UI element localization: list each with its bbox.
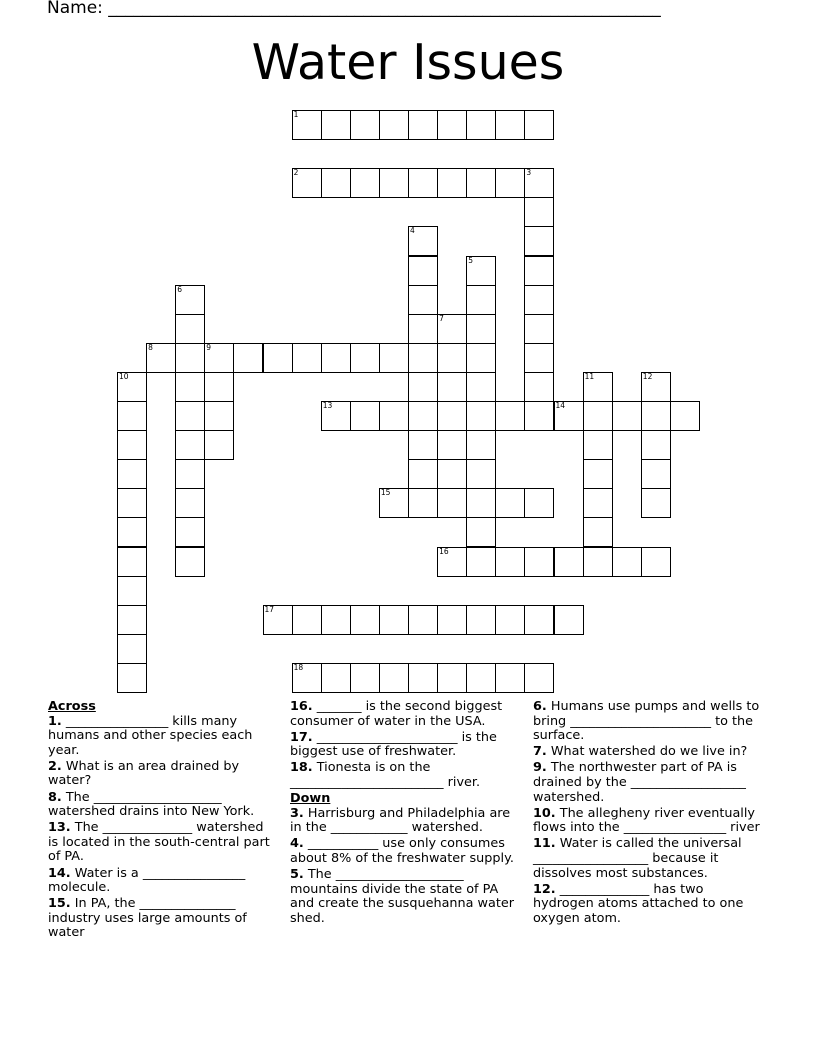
grid-cell[interactable] [670, 401, 700, 431]
clue-number: 12 [642, 371, 653, 381]
grid-cell[interactable] [117, 634, 147, 664]
grid-cell[interactable] [408, 488, 438, 518]
grid-cell[interactable] [583, 401, 613, 431]
grid-cell[interactable] [466, 285, 496, 315]
clue-number: 2 [293, 168, 299, 178]
grid-cell[interactable] [117, 605, 147, 635]
grid-cell[interactable] [321, 110, 351, 140]
clue-item [290, 868, 518, 926]
grid-cell[interactable] [408, 168, 438, 198]
clue-text: ______________________ is the biggest use of freshwater. [290, 729, 497, 760]
grid-cell[interactable] [524, 168, 554, 198]
grid-cell[interactable] [437, 430, 467, 460]
grid-cell[interactable] [495, 168, 525, 198]
grid-cell[interactable] [495, 401, 525, 431]
grid-cell[interactable] [495, 663, 525, 693]
grid-cell[interactable] [612, 547, 642, 577]
clue-number: 18 [293, 662, 304, 672]
clue-number-label: 12. [533, 881, 556, 897]
grid-cell[interactable] [583, 488, 613, 518]
grid-cell[interactable] [466, 168, 496, 198]
grid-cell[interactable] [554, 605, 584, 635]
grid-cell[interactable] [612, 401, 642, 431]
clue-item [48, 760, 276, 789]
grid-cell[interactable] [437, 605, 467, 635]
grid-cell[interactable] [117, 430, 147, 460]
clue-text: What watershed do we live in? [550, 744, 748, 760]
grid-cell[interactable] [524, 488, 554, 518]
grid-cell[interactable] [583, 459, 613, 489]
clue-text: What is an area drained by water? [48, 758, 240, 789]
grid-cell[interactable] [408, 256, 438, 286]
clue-column-3 [533, 700, 765, 928]
grid-cell[interactable] [175, 314, 205, 344]
grid-cell[interactable] [379, 343, 409, 373]
clue-number-label: 18. [290, 760, 313, 776]
grid-cell[interactable] [350, 110, 380, 140]
clue-item [533, 883, 765, 927]
clue-item [48, 715, 276, 759]
clue-item [290, 731, 518, 760]
grid-cell[interactable] [292, 110, 322, 140]
grid-cell[interactable] [379, 401, 409, 431]
grid-cell[interactable] [641, 372, 671, 402]
clue-number-label: 11. [533, 836, 556, 852]
grid-cell[interactable] [379, 168, 409, 198]
clue-number-label: 10. [533, 805, 556, 821]
down-heading: Down [290, 791, 331, 807]
grid-cell[interactable] [292, 605, 322, 635]
grid-cell[interactable] [524, 547, 554, 577]
clue-number-label: 13. [48, 820, 71, 836]
grid-cell[interactable] [379, 663, 409, 693]
grid-cell[interactable] [175, 547, 205, 577]
grid-cell[interactable] [175, 430, 205, 460]
clue-item [290, 837, 518, 866]
clue-number-label: 15. [48, 896, 71, 912]
clue-number: 9 [206, 342, 212, 352]
grid-cell[interactable] [117, 372, 147, 402]
clue-number: 13 [322, 401, 333, 410]
grid-cell[interactable] [117, 576, 147, 606]
grid-cell[interactable] [437, 547, 467, 577]
clue-number-label: 16. [290, 699, 313, 714]
grid-cell[interactable] [524, 605, 554, 635]
grid-cell[interactable] [524, 372, 554, 402]
grid-cell[interactable] [466, 372, 496, 402]
clue-number-label: 17. [290, 729, 313, 745]
grid-cell[interactable] [408, 430, 438, 460]
grid-cell[interactable] [175, 401, 205, 431]
grid-cell[interactable] [437, 663, 467, 693]
clue-item [48, 791, 276, 820]
grid-cell[interactable] [350, 605, 380, 635]
grid-cell[interactable] [495, 547, 525, 577]
clue-number-label: 4. [290, 836, 304, 852]
clue-text: In PA, the _______________ industry uses large amounts of water [48, 896, 247, 941]
grid-cell[interactable] [583, 430, 613, 460]
grid-cell[interactable] [524, 285, 554, 315]
clue-number: 14 [555, 401, 566, 410]
clue-text: Harrisburg and Philadelphia are in the ____________ watershed. [290, 805, 511, 836]
grid-cell[interactable] [408, 459, 438, 489]
clue-item [533, 807, 765, 836]
grid-cell[interactable] [466, 459, 496, 489]
grid-cell[interactable] [408, 401, 438, 431]
clue-item [290, 700, 518, 729]
grid-cell[interactable] [524, 197, 554, 227]
clue-number-label: 2. [48, 758, 62, 774]
grid-cell[interactable] [350, 343, 380, 373]
clue-number: 11 [584, 371, 595, 381]
grid-cell[interactable] [292, 663, 322, 693]
grid-cell[interactable] [466, 430, 496, 460]
clue-number: 10 [119, 371, 129, 381]
clue-item [290, 761, 518, 790]
clue-number: 7 [439, 313, 444, 323]
grid-cell[interactable] [495, 110, 525, 140]
grid-cell[interactable] [117, 488, 147, 518]
clue-text: The ____________________ mountains divide the state of PA and create the susquehanna water shed. [290, 867, 514, 926]
grid-cell[interactable] [379, 488, 409, 518]
grid-cell[interactable] [466, 401, 496, 431]
grid-cell[interactable] [641, 430, 671, 460]
clue-item [533, 745, 765, 760]
grid-cell[interactable] [204, 401, 234, 431]
grid-cell[interactable] [466, 314, 496, 344]
clue-number-label: 8. [48, 789, 62, 805]
grid-cell[interactable] [117, 459, 147, 489]
clue-item [48, 867, 276, 896]
clue-number-label: 5. [290, 867, 304, 883]
clue-number-label: 6. [533, 699, 547, 714]
grid-cell[interactable] [466, 343, 496, 373]
clue-text: The ______________ watershed is located in the south-central part of PA. [48, 820, 270, 865]
grid-cell[interactable] [175, 372, 205, 402]
clue-column-1 [48, 700, 276, 943]
grid-cell[interactable] [117, 401, 147, 431]
clue-item [290, 807, 518, 836]
grid-cell[interactable] [321, 663, 351, 693]
grid-cell[interactable] [204, 343, 234, 373]
grid-cell[interactable] [292, 343, 322, 373]
grid-cell[interactable] [466, 517, 496, 547]
grid-cell[interactable] [175, 285, 205, 315]
clue-number-label: 7. [533, 744, 547, 760]
grid-cell[interactable] [466, 256, 496, 286]
clue-column-2 [290, 700, 518, 928]
grid-cell[interactable] [263, 605, 293, 635]
grid-cell[interactable] [175, 343, 205, 373]
grid-cell[interactable] [495, 488, 525, 518]
grid-cell[interactable] [466, 547, 496, 577]
grid-cell[interactable] [437, 110, 467, 140]
clue-number-label: 1. [48, 713, 62, 729]
clue-number: 1 [293, 110, 299, 119]
grid-cell[interactable] [524, 226, 554, 256]
grid-cell[interactable] [146, 343, 176, 373]
grid-cell[interactable] [408, 663, 438, 693]
grid-cell[interactable] [350, 401, 380, 431]
clue-number: 5 [468, 255, 473, 265]
clue-text: Humans use pumps and wells to bring ______________________ to the surface. [533, 699, 760, 744]
name-field-label: Name: _________________________________________________________________ [47, 0, 661, 18]
grid-cell[interactable] [524, 401, 554, 431]
across-heading: Across [48, 699, 96, 714]
grid-cell[interactable] [408, 285, 438, 315]
clue-text: _______ is the second biggest consumer of water in the USA. [290, 699, 503, 729]
grid-cell[interactable] [554, 547, 584, 577]
clue-text: The allegheny river eventually flows into the ________________ river [533, 805, 760, 836]
clue-text: The ____________________ watershed drains into New York. [48, 789, 255, 820]
clue-text: Tionesta is on the ________________________ river. [290, 760, 481, 790]
grid-cell[interactable] [437, 488, 467, 518]
clue-number: 17 [264, 604, 275, 614]
clue-number: 16 [439, 546, 449, 556]
clue-number: 8 [148, 342, 153, 352]
grid-cell[interactable] [204, 372, 234, 402]
grid-cell[interactable] [641, 459, 671, 489]
grid-cell[interactable] [524, 110, 554, 140]
grid-cell[interactable] [437, 343, 467, 373]
grid-cell[interactable] [408, 314, 438, 344]
clue-item [533, 761, 765, 805]
clue-text: Water is a ________________ molecule. [48, 865, 246, 896]
grid-cell[interactable] [379, 110, 409, 140]
clue-text: ___________ use only consumes about 8% of the freshwater supply. [290, 836, 514, 866]
clue-number-label: 3. [290, 805, 304, 821]
clue-number: 15 [380, 488, 391, 498]
grid-cell[interactable] [641, 547, 671, 577]
grid-cell[interactable] [117, 547, 147, 577]
grid-cell[interactable] [437, 168, 467, 198]
grid-cell[interactable] [524, 663, 554, 693]
clue-item [48, 821, 276, 865]
grid-cell[interactable] [408, 605, 438, 635]
clue-number-label: 14. [48, 865, 71, 881]
clue-item [48, 897, 276, 941]
grid-cell[interactable] [321, 605, 351, 635]
grid-cell[interactable] [175, 459, 205, 489]
grid-cell[interactable] [117, 663, 147, 693]
grid-cell[interactable] [495, 605, 525, 635]
clue-item [533, 837, 765, 881]
grid-cell[interactable] [175, 517, 205, 547]
grid-cell[interactable] [350, 168, 380, 198]
grid-cell[interactable] [379, 605, 409, 635]
clue-text: The northwester part of PA is drained by the __________________ watershed. [533, 760, 746, 805]
grid-cell[interactable] [583, 547, 613, 577]
grid-cell[interactable] [554, 401, 584, 431]
clue-text: Water is called the universal __________________ because it dissolves most substances. [533, 836, 742, 881]
clue-item [533, 700, 765, 744]
grid-cell[interactable] [292, 168, 322, 198]
page-title: Water Issues [251, 34, 565, 91]
grid-cell[interactable] [524, 343, 554, 373]
grid-cell[interactable] [641, 488, 671, 518]
grid-cell[interactable] [466, 663, 496, 693]
grid-cell[interactable] [524, 256, 554, 286]
grid-cell[interactable] [350, 663, 380, 693]
clue-number-label: 9. [533, 760, 547, 776]
clue-number: 6 [177, 284, 182, 294]
grid-cell[interactable] [466, 605, 496, 635]
grid-cell[interactable] [321, 168, 351, 198]
grid-cell[interactable] [263, 343, 293, 373]
grid-cell[interactable] [233, 343, 263, 373]
grid-cell[interactable] [524, 314, 554, 344]
clue-number: 3 [526, 168, 532, 178]
grid-cell[interactable] [175, 488, 205, 518]
grid-cell[interactable] [408, 226, 438, 256]
grid-cell[interactable] [466, 488, 496, 518]
grid-cell[interactable] [437, 401, 467, 431]
grid-cell[interactable] [437, 314, 467, 344]
clue-text: ______________ has two hydrogen atoms attached to one oxygen atom. [533, 881, 744, 926]
clue-text: ________________ kills many humans and other species each year. [48, 713, 253, 758]
grid-cell[interactable] [321, 343, 351, 373]
grid-cell[interactable] [583, 517, 613, 547]
grid-cell[interactable] [117, 517, 147, 547]
grid-cell[interactable] [408, 110, 438, 140]
clue-number: 4 [410, 226, 415, 236]
grid-cell[interactable] [641, 401, 671, 431]
grid-cell[interactable] [583, 372, 613, 402]
grid-cell[interactable] [437, 372, 467, 402]
grid-cell[interactable] [466, 110, 496, 140]
grid-cell[interactable] [204, 430, 234, 460]
grid-cell[interactable] [408, 372, 438, 402]
grid-cell[interactable] [408, 343, 438, 373]
grid-cell[interactable] [321, 401, 351, 431]
